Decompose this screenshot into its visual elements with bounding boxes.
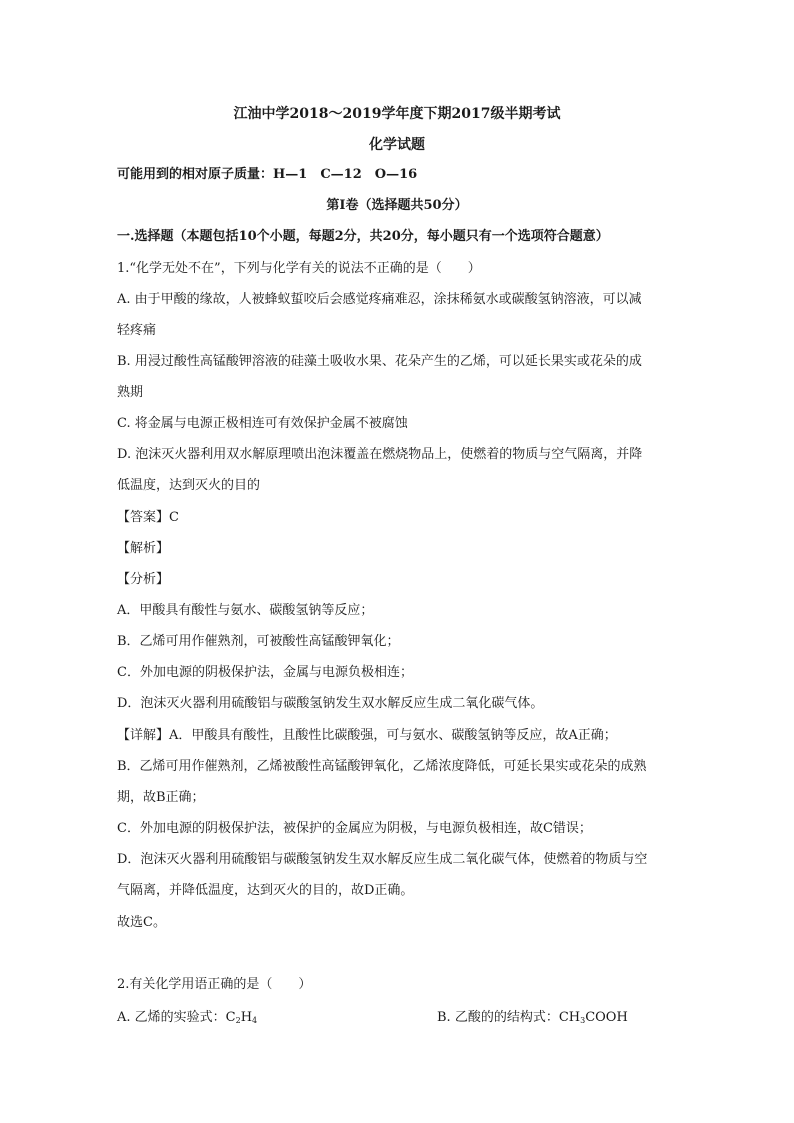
q1-analysis-c: C．外加电源的阴极保护法，金属与电源负极相连；	[117, 665, 413, 680]
q1-conclusion: 故选C。	[117, 915, 166, 930]
exam-subtitle: 化学试题	[369, 137, 425, 153]
q1-analysis-b: B．乙烯可用作催熟剂，可被酸性高锰酸钾氧化；	[117, 634, 400, 649]
q2-option-a-mid: H	[240, 1010, 253, 1025]
q1-detail-b-line1: B．乙烯可用作催熟剂，乙烯被酸性高锰酸钾氧化，乙烯浓度降低，可延长果实或花朵的成熟	[117, 759, 647, 774]
q2-stem: 2.有关化学用语正确的是（ ）	[117, 977, 312, 992]
q2-option-b-sub: 3	[580, 1016, 586, 1025]
q1-option-a-line1: A. 由于甲酸的缘故，人被蜂蚁蜇咬后会感觉疼痛难忍，涂抹稀氨水或碳酸氢钠溶液，可以减	[117, 292, 642, 307]
section-title: 一.选择题（本题包括10个小题，每题2分，共20分，每小题只有一个选项符合题意）	[117, 229, 609, 244]
q1-analysis-label: 【分析】	[117, 572, 170, 587]
atomic-masses: 可能用到的相对原子质量：H—1 C—12 O—16	[117, 167, 418, 182]
q1-analysis-a: A．甲酸具有酸性与氨水、碳酸氢钠等反应；	[117, 603, 374, 618]
q2-option-a-sub1: 2	[235, 1016, 241, 1025]
q1-detail-d-line2: 气隔离，并降低温度，达到灭火的目的，故D正确。	[117, 883, 414, 898]
q1-option-c: C. 将金属与电源正极相连可有效保护金属不被腐蚀	[117, 416, 408, 431]
q1-option-d-line1: D. 泡沫灭火器利用双水解原理喷出泡沫覆盖在燃烧物品上，使燃着的物质与空气隔离，并降	[117, 447, 643, 462]
q1-explanation-label: 【解析】	[117, 541, 170, 556]
q1-analysis-d: D．泡沫灭火器利用硫酸铝与碳酸氢钠发生双水解反应生成二氧化碳气体。	[117, 696, 544, 711]
q2-option-a	[117, 1010, 257, 1026]
q1-option-b-line1: B. 用浸过酸性高锰酸钾溶液的硅藻土吸收水果、花朵产生的乙烯，可以延长果实或花朵的成	[117, 354, 642, 369]
q1-option-a-line2: 轻疼痛	[117, 323, 157, 338]
q1-option-d-line2: 低温度，达到灭火的目的	[117, 478, 261, 493]
q2-option-a-label: A. 乙烯的实验式：C	[117, 1010, 236, 1025]
exam-title: 江油中学2018～2019学年度下期2017级半期考试	[233, 106, 561, 122]
q2-option-b-tail: COOH	[585, 1010, 628, 1025]
q1-detail-a: 【详解】A．甲酸具有酸性，且酸性比碳酸强，可与氨水、碳酸氢钠等反应，故A正确；	[117, 728, 617, 743]
part-title: 第Ⅰ卷（选择题共50分）	[326, 198, 468, 213]
q2-option-b	[437, 1010, 628, 1026]
q1-detail-c: C．外加电源的阴极保护法，被保护的金属应为阴极，与电源负极相连，故C错误；	[117, 821, 592, 836]
q1-option-b-line2: 熟期	[117, 385, 144, 400]
q1-stem: 1.“化学无处不在”，下列与化学有关的说法不正确的是（ ）	[117, 261, 481, 276]
q1-detail-b-line2: 期，故B正确；	[117, 790, 205, 805]
q2-option-b-label: B. 乙酸的的结构式：CH	[437, 1010, 581, 1025]
q1-answer: 【答案】C	[117, 510, 179, 525]
q1-detail-d-line1: D．泡沫灭火器利用硫酸铝与碳酸氢钠发生双水解反应生成二氧化碳气体，使燃着的物质与空	[117, 852, 648, 867]
q2-option-a-sub2: 4	[252, 1016, 258, 1025]
